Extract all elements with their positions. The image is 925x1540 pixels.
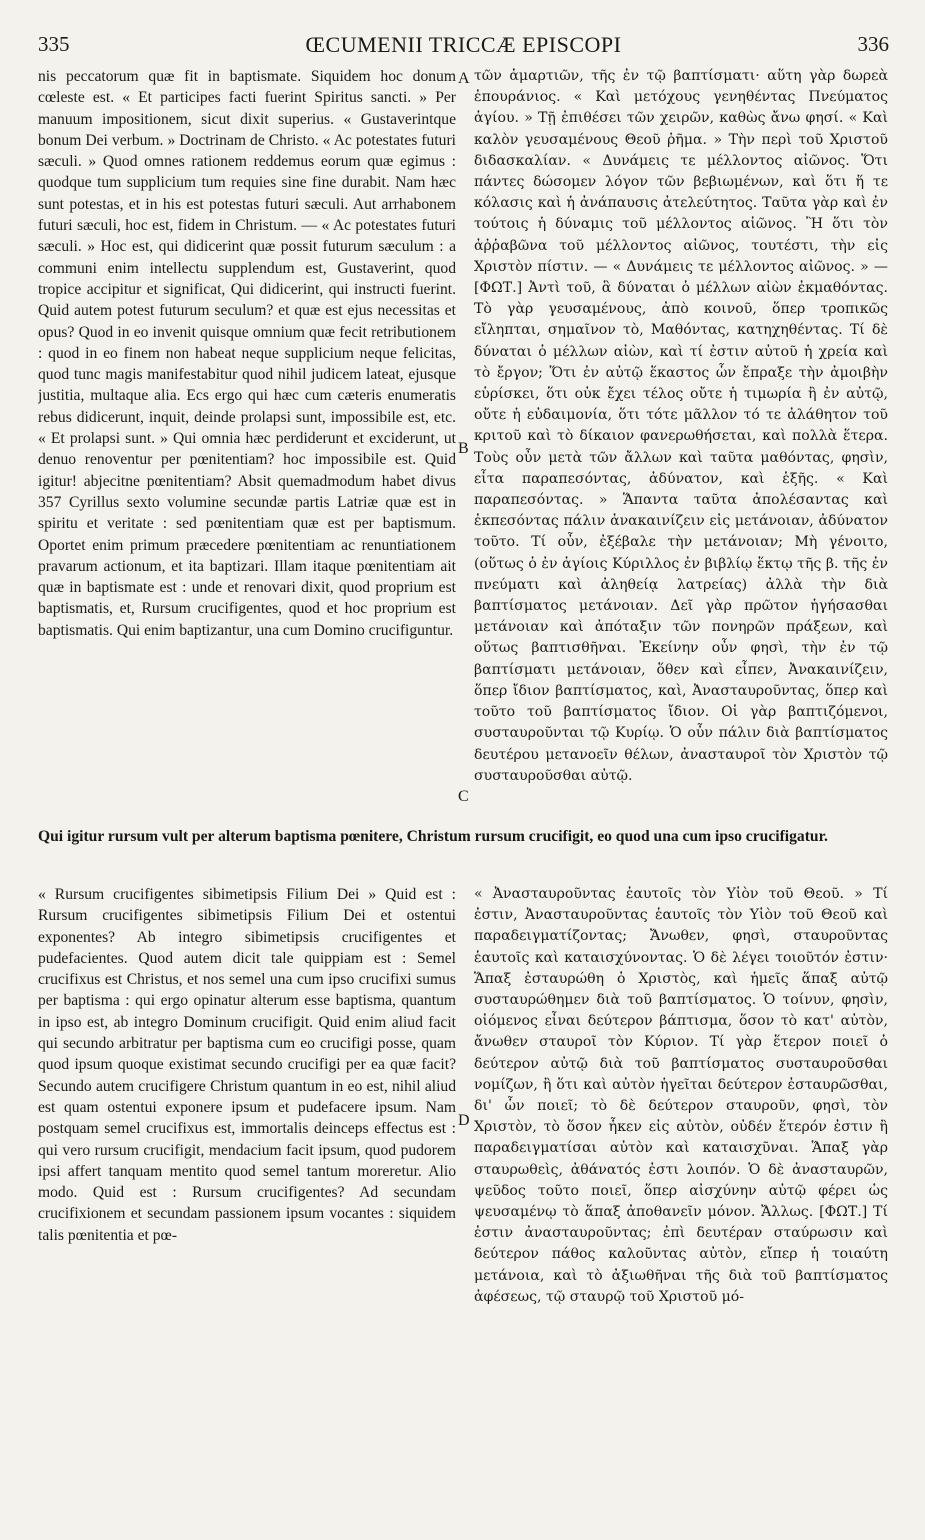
page-number-right: 336 bbox=[857, 32, 889, 56]
latin-text-top: nis peccatorum quæ fit in baptismate. Siquidem hoc donum cœleste est. « Et participes facti fuerint Spiritus sancti. » Per manuum impositionem, sicut dixit superius. « Gustaverintque bonum Dei verbum. » Doctrinam de Christo. « Ac potestates futuri sæculi. » Quod omnes rationem reddemus eorum quæ egimus : quodque tum supplicium tum requies sine fine durabit. Nam hæc sunt potestas, et in his est potestas futuri sæculi. Aut arrhabonem futuri sæculi, hoc est, fidem in Christum. — « Ac potestates futuri sæculi. » Hoc est, qui didicerint quæ possit futurum sæculum : a communi enim intellectu supplendum est, Gustaverint, quod tropice accipitur et significat, Qui didicerint, qui instructi fuerint. Quid autem potest futurum seculum? et quæ est ejus necessitas et opus? Quod in eo invenit quisque omnium quæ fecit retributionem : quod in eo finem non habeat neque supplicium neque felicitas, quod tunc magis manifestabitur quod nihil judicem lateat, ejusque justitia, multaque alia. Ecs ergo qui hæc cum cæteris enumeratis rebus didicerunt, inquit, deinde prolapsi sunt, impossibile est, etc. « Et prolapsi sunt. » Qui omnia hæc perdiderunt et exciderunt, ut denuo renoventur per pœnitentiam? hoc impossibile est. Quid igitur! abjecitne pœnitentiam? Absit quemadmodum habet divus 357 Cyrillus sexto volumine secundæ partis Latriæ quæ est in spiritu et veritate : sed pœnitentiam quæ est per baptismum. Oportet enim primum præcedere pœnitentiam ac renuntiationem pravarum actionum, et ita baptizari. Illam itaque pœnitentiam ait quæ in baptismate est : unde et renovari dixit, quod proprium est baptismatis, et, Rursum crucifigentes, quod et hoc proprium est baptismatis. Qui enim baptizantur, una cum Domino crucifiguntur. bbox=[38, 68, 456, 639]
margin-marker-d: D bbox=[458, 1112, 470, 1129]
greek-column-top bbox=[474, 66, 888, 802]
page-number-left: 335 bbox=[38, 32, 70, 56]
greek-column-bottom bbox=[474, 884, 888, 1534]
latin-column-top bbox=[38, 66, 456, 826]
full-width-latin-line bbox=[38, 826, 888, 872]
margin-marker-a: A bbox=[458, 70, 470, 87]
greek-text-bottom: « Ἀνασταυροῦντας ἑαυτοῖς τὸν Υἱὸν τοῦ Θεοῦ. » Τί ἐστιν, Ἀνασταυροῦντας ἑαυτοῖς τὸν Υἱὸν τοῦ Θεοῦ καὶ παραδειγματίζοντας; Ἄνωθεν, φησὶ, σταυροῦντας ἑαυτοῖς καὶ καταισχύνοντας. Ὁ δὲ λέγει τοιοῦτόν ἐστιν· Ἅπαξ ἐσταυρώθη ὁ Χριστὸς, καὶ ἡμεῖς ἅπαξ αὐτῷ συσταυρώθημεν διὰ τοῦ βαπτίσματος. Ὁ τοίνυν, φησὶν, οἰόμενος εἶναι δεύτερον βάπτισμα, ὅσον τὸ κατ' αὐτὸν, ἄνωθεν σταυροῖ τὸν Κύριον. Τί γὰρ ἕτερον ποιεῖ ὁ δεύτερον αὐτῷ διὰ τοῦ βαπτίσματος συσταυροῦσθαι νομίζων, ἢ ὅτι καὶ αὐτὸν ἡγεῖται δεύτερον ἐσταυρῶσθαι, δι' ὧν ποιεῖ; τὸ δὲ δεύτερον σταυροῦν, φησὶ, τὸν Χριστὸν, τὸ ὅσον ἧκεν εἰς αὐτὸν, οὐδέν ἕτερόν ἐστιν ἢ παραδειγματίσαι αὐτὸν καὶ καταισχῦναι. Ἅπαξ γὰρ σταυρωθεὶς, ἀθάνατός ἐστι λοιπόν. Ὁ δὲ ἀνασταυρῶν, ψεῦδος τοῦτο ποιεῖ, ὅπερ αἰσχύνην αὐτῷ φέρει ὡς ψευσαμένῳ τὸ ἅπαξ ἀποθανεῖν μόνον. Ἄλλως. [ΦΩΤ.] Τί ἐστιν ἀνασταυροῦντας; ἐπὶ δευτέραν σταύρωσιν καὶ δεύτερον πάθος καλοῦντας αὐτὸν, εἴπερ ἡ τοιαύτη μετάνοια, καὶ τὸ ἀξιωθῆναι τῆς διὰ τοῦ βαπτίσματος ἀφέσεως, τῷ σταυρῷ τοῦ Χριστοῦ μό- bbox=[474, 886, 888, 1305]
latin-column-bottom bbox=[38, 884, 456, 1534]
full-width-text: Qui igitur rursum vult per alterum baptisma pœnitere, Christum rursum crucifigit, eo quod una cum ipso crucifigatur. bbox=[38, 828, 828, 845]
margin-marker-c: C bbox=[458, 788, 469, 805]
page-header bbox=[38, 32, 889, 66]
latin-text-bottom: « Rursum crucifigentes sibimetipsis Filium Dei » Quid est : Rursum crucifigentes sibimetipsis Filium Dei et ostentui exponentes? Ab integro sibimetipsis crucifigentes et pudefacientes. Quod autem dicit tale quippiam est : Semel crucifixus est Christus, et nos semel una cum ipso crucifixi sumus per baptisma : qui ergo opinatur alterum esse baptisma, quantum in ipso est, ab integro Dominum crucifigit. Quid enim aliud facit qui secundo arbitratur per baptisma cum eo crucifigi posse, quam quod ipsum quoque existimat secundo crucifigi per ea quæ facit? Secundo autem crucifigere Christum quantum in eo est, nihil aliud est quam ostentui exponere ipsum et pudefacere ipsum. Nam postquam semel crucifixus est, immortalis deinceps effectus est : qui vero rursum crucifigit, mendacium facit ipsum, quod pudorem ipsi affert tanquam mentito quod semel tantum moreretur. Alio modo. Quid est : Rursum crucifigentes? Ad secundam crucifixionem et secundam passionem ipsum vocantes : siquidem talis pœnitentia et pœ- bbox=[38, 886, 456, 1244]
running-title: ŒCUMENII TRICCÆ EPISCOPI bbox=[305, 32, 622, 57]
margin-marker-b: B bbox=[458, 440, 469, 457]
greek-text-top: τῶν ἁμαρτιῶν, τῆς ἐν τῷ βαπτίσματι· αὕτη γὰρ δωρεὰ ἐπουράνιος. « Καὶ μετόχους γενηθέντας Πνεύματος ἁγίου. » Τῇ ἐπιθέσει τῶν χειρῶν, καθὼς ἄνω φησί. « Καὶ καλὸν γευσαμένους Θεοῦ ῥῆμα. » Τὴν περὶ τοῦ Χριστοῦ διδασκαλίαν. « Δυνάμεις τε μέλλοντος αἰῶνος. Ὅτι πάντες δώσομεν λόγον τῶν βεβιωμένων, καὶ ὅτι ἥ τε κόλασις καὶ ἡ ἀνάπαυσις ἀτελεύτητος. Ταῦτα γὰρ καὶ ἐν τούτοις ἡ δύναμις τοῦ μέλλοντος αἰῶνος. Ἢ ὅτι τὸν ἀῤῥαβῶνα τοῦ μέλλοντος αἰῶνος, τουτέστι, τὴν εἰς Χριστὸν πίστιν. — « Δυνάμεις τε μέλλοντος αἰῶνος. » — [ΦΩΤ.] Ἀντὶ τοῦ, ἃ δύναται ὁ μέλλων αἰὼν ἐκμαθόντας. Τὸ γὰρ γευσαμένους, ἀπὸ κοινοῦ, ὅπερ τροπικῶς εἴληπται, σημαῖνον τὸ, Μαθόντας, κατηχηθέντας. Τί δὲ δύναται ὁ μέλλων αἰὼν, καὶ τί ἐστιν αὐτοῦ ἡ χρεία καὶ τὸ ἔργον; Ὅτι ἐν αὐτῷ ἕκαστος ὧν ἔπραξε τὴν ἀμοιβὴν εὑρίσκει, ὅτι οὐκ ἔχει τέλος οὔτε ἡ τιμωρία ἢ ἐν αὐτῷ, οὔτε ἡ εὐδαιμονία, ὅτι τότε μᾶλλον τό τε ἀλάθητον τοῦ κριτοῦ καὶ τὸ δίκαιον φανερωθήσεται, καὶ πολλὰ ἕτερα. Τοὺς οὖν μετὰ τῶν ἄλλων καὶ ταῦτα μαθόντας, φησὶν, εἶτα παραπεσόντας, ἀδύνατον, καὶ ἑξῆς. « Καὶ παραπεσόντας. » Ἅπαντα ταῦτα ἀπολέσαντας καὶ ἐκπεσόντας πάλιν ἀνακαινίζειν εἰς μετάνοιαν, ἀδύνατον τοῦτο. Τί οὖν, ἐξέβαλε τὴν μετάνοιαν; Μὴ γένοιτο, (οὕτως ὁ ἐν ἁγίοις Κύριλλος ἐν βιβλίῳ ἕκτῳ τῆς β. τῆς ἐν πνεύματι καὶ ἀληθείᾳ λατρείας) ἀλλὰ τὴν διὰ βαπτίσματος μετάνοιαν. Δεῖ γὰρ πρῶτον ἡγήσασθαι μετάνοιαν καὶ ἀπόταξιν τῶν πονηρῶν πράξεων, καὶ οὕτως βαπτισθῆναι. Ἐκείνην οὖν φησὶ, τὴν ἐν τῷ βαπτίσματι μετάνοιαν, ὅθεν καὶ εἶπεν, Ἀνακαινίζειν, ὅπερ ἴδιον βαπτίσματος, καὶ, Ἀνασταυροῦντας, ὅπερ καὶ τοῦτο τοῦ βαπτίσματος ἴδιον. Οἱ γὰρ βαπτιζόμενοι, συσταυροῦνται τῷ Κυρίῳ. Ὁ οὖν πάλιν διὰ βαπτίσματος δευτέρου μετανοεῖν θέλων, ἀνασταυροῖ τὸν Χριστὸν τῷ συσταυροῦσθαι αὐτῷ. bbox=[474, 68, 888, 784]
